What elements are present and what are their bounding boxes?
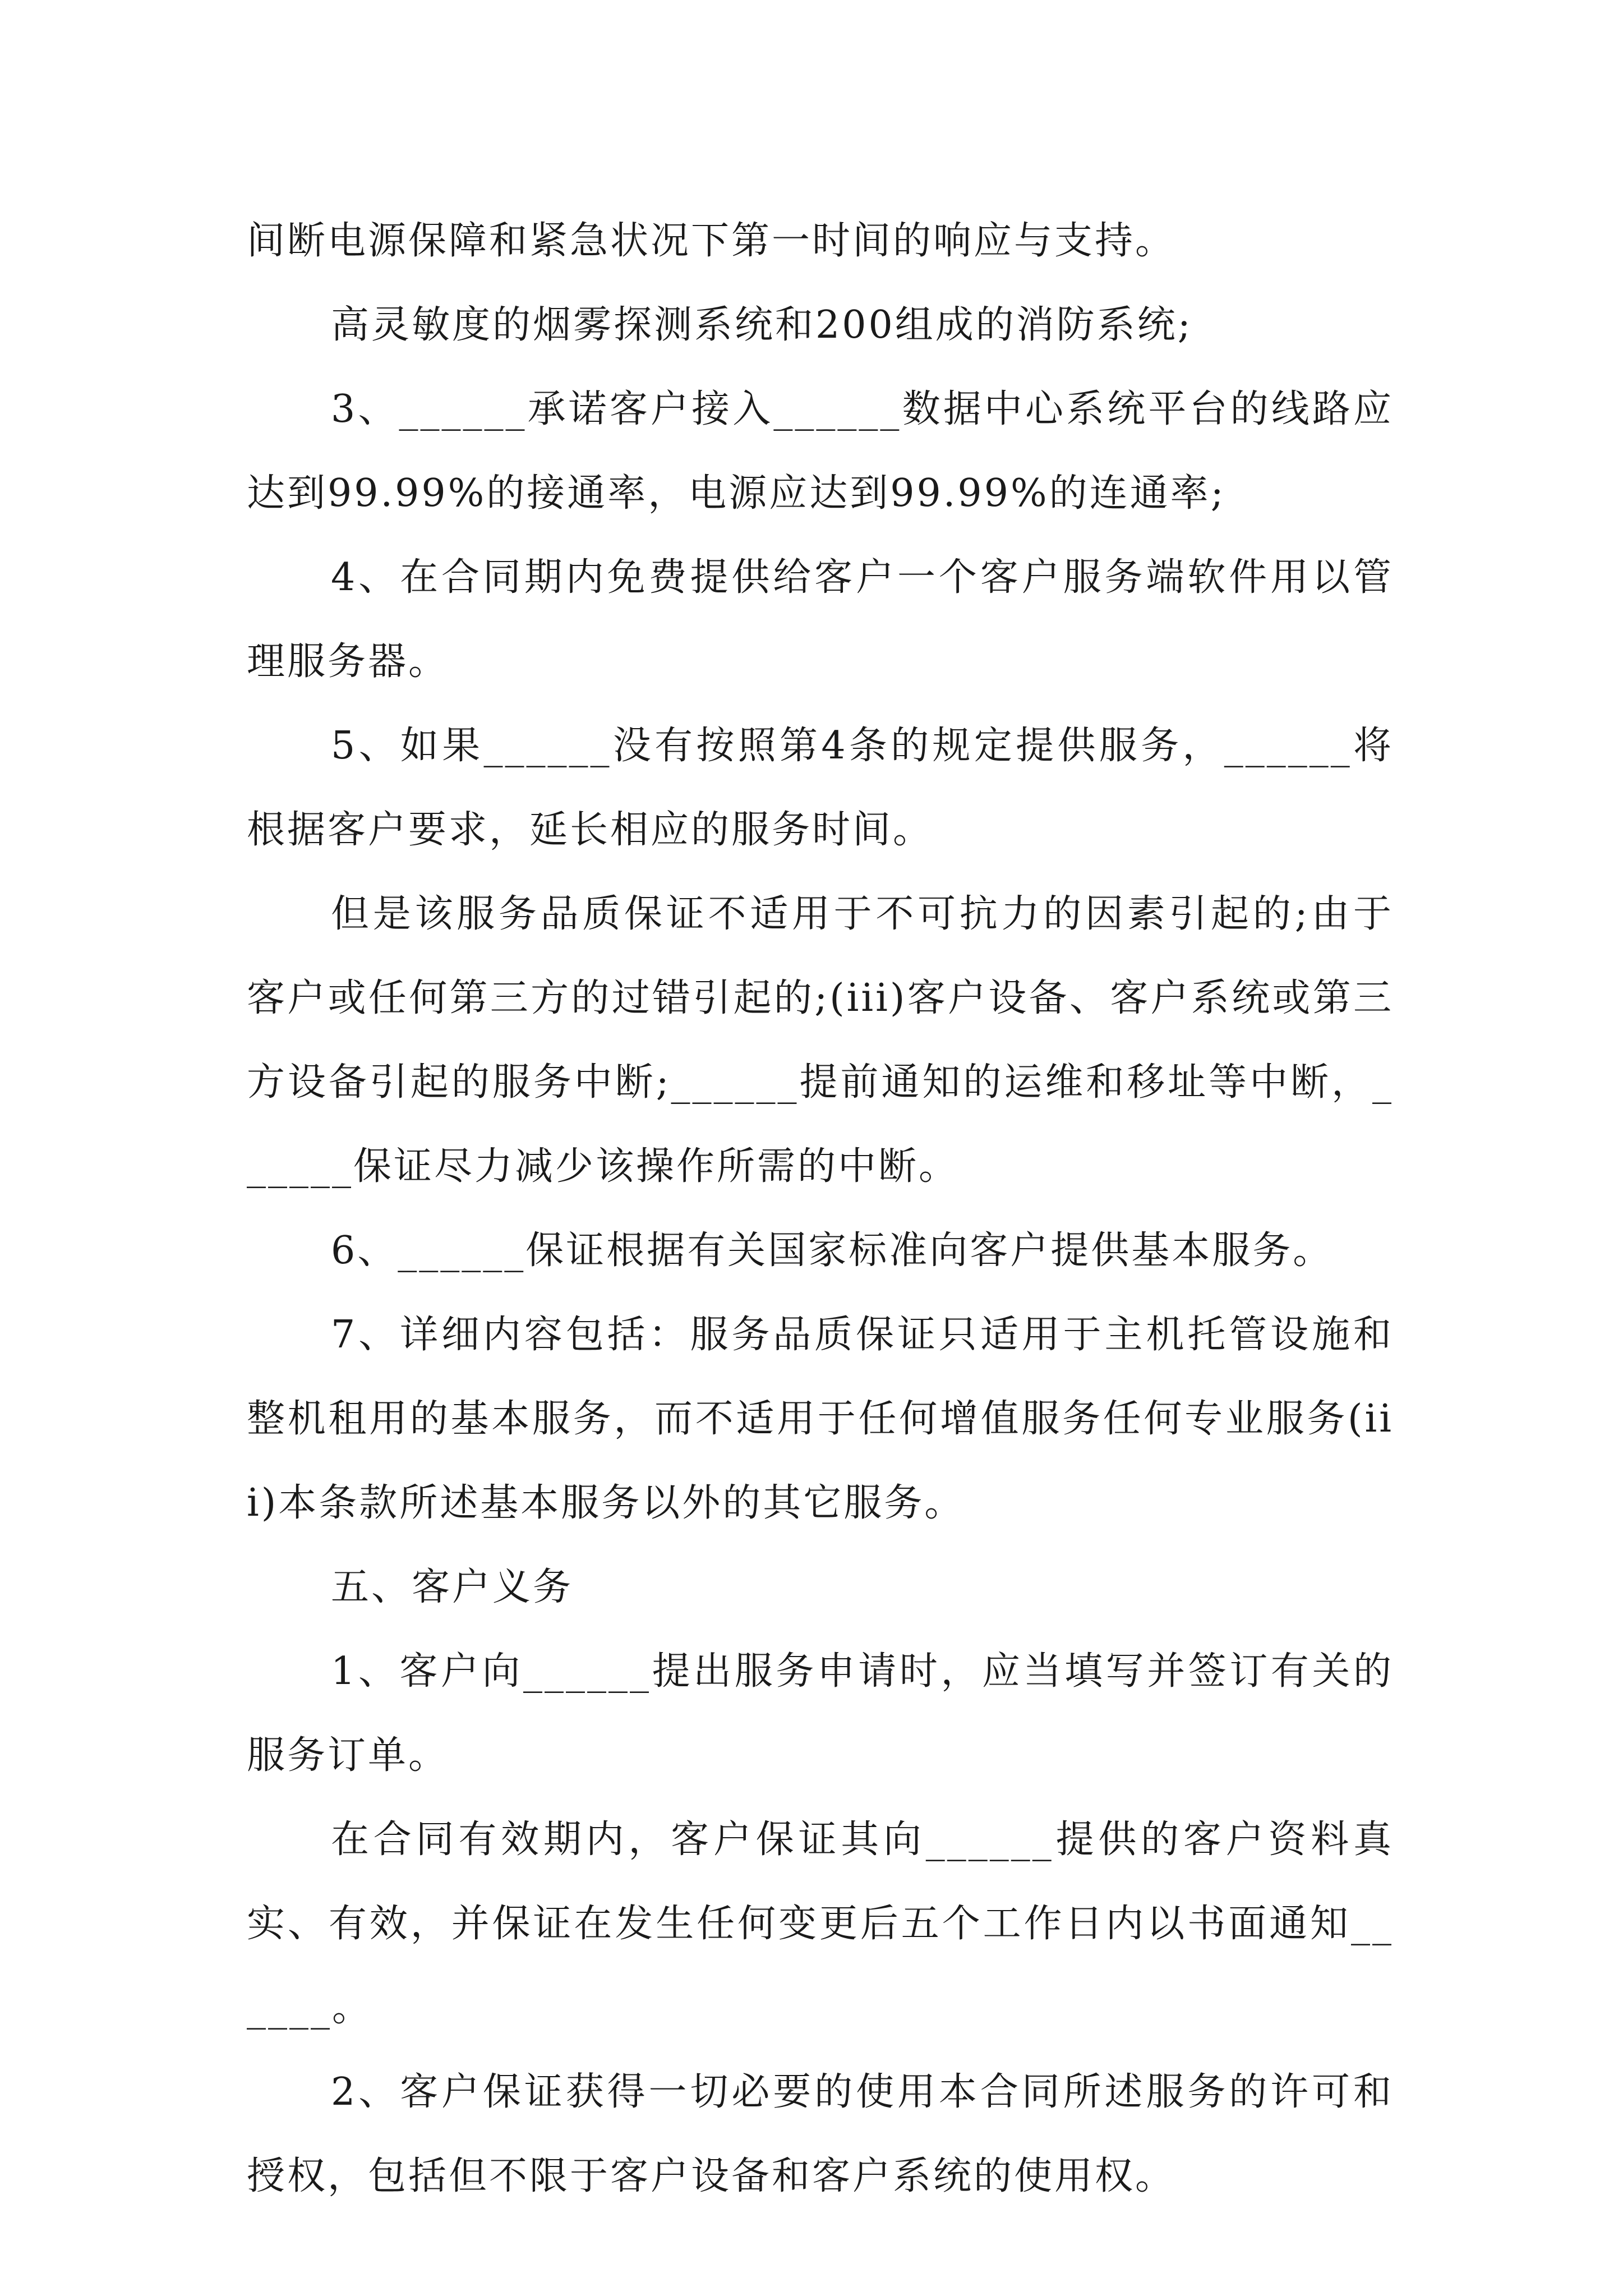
paragraph-item-3: 3、______承诺客户接入______数据中心系统平台的线路应达到99.99%的接通率，电源应达到99.99%的连通率; (247, 387, 1394, 516)
paragraph-item-4: 4、在合同期内免费提供给客户一个客户服务端软件用以管理服务器。 (247, 555, 1394, 684)
paragraph-duty-2: 2、客户保证获得一切必要的使用本合同所述服务的许可和授权，包括但不限于客户设备和客户系统的使用权。 (247, 2070, 1394, 2198)
paragraph-item-7: 7、详细内容包括：服务品质保证只适用于主机托管设施和整机租用的基本服务，而不适用于任何增值服务任何专业服务(iii)本条款所述基本服务以外的其它服务。 (247, 1313, 1394, 1525)
paragraph-smoke-detection: 高灵敏度的烟雾探测系统和200组成的消防系统; (331, 303, 1193, 347)
paragraph-item-5: 5、如果______没有按照第4条的规定提供服务，______将根据客户要求，延长相应的服务时间。 (247, 724, 1394, 852)
paragraph-exceptions: 但是该服务品质保证不适用于不可抗力的因素引起的;由于客户或任何第三方的过错引起的;(iii)客户设备、客户系统或第三方设备引起的服务中断;______提前通知的运维和移址等中断，______保证尽力减少该操作所需的中断。 (247, 892, 1394, 1189)
paragraph-duty-1: 1、客户向______提出服务申请时，应当填写并签订有关的服务订单。 (247, 1649, 1394, 1778)
paragraph-duty-1-info: 在合同有效期内，客户保证其向______提供的客户资料真实、有效，并保证在发生任何变更后五个工作日内以书面通知______。 (247, 1818, 1394, 2030)
paragraph-item-6: 6、______保证根据有关国家标准向客户提供基本服务。 (331, 1228, 1334, 1273)
paragraph-power-continuation: 间断电源保障和紧急状况下第一时间的响应与支持。 (247, 219, 1176, 263)
document-body (247, 199, 1394, 2219)
section-heading-customer-duties: 五、客户义务 (331, 1565, 574, 1609)
